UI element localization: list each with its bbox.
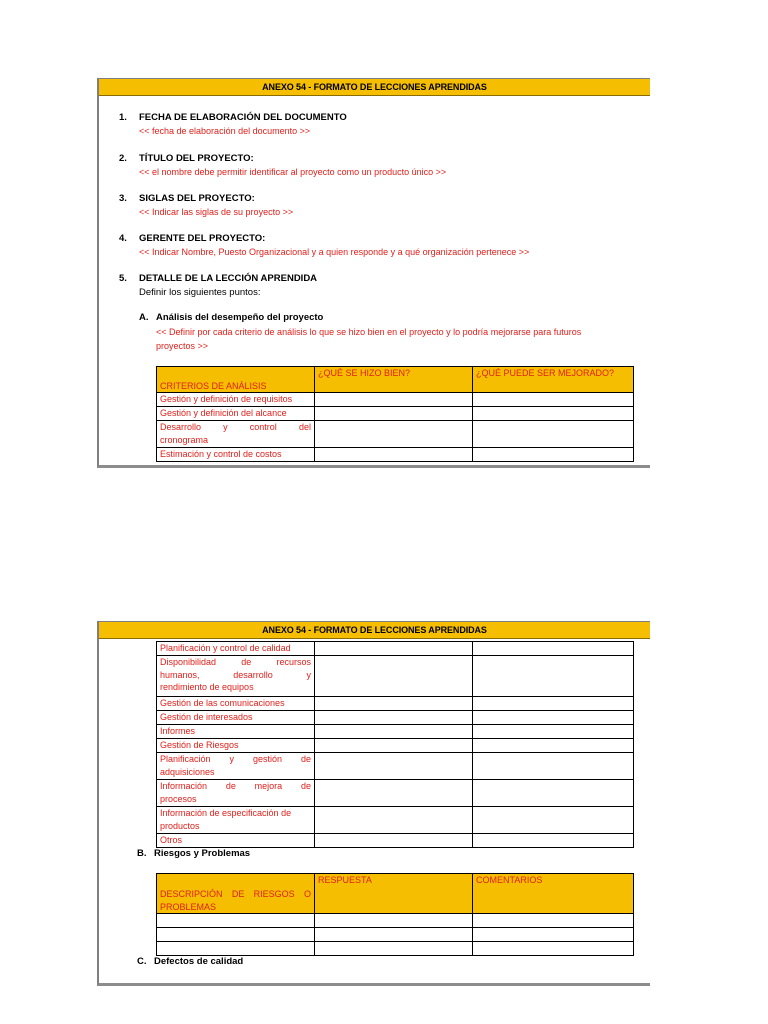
answer-cell[interactable] [315, 834, 473, 848]
criterion-cell: Gestión y definición de requisitos [157, 393, 315, 407]
table-row [157, 834, 634, 848]
table-row [157, 656, 634, 697]
answer-cell[interactable] [315, 642, 473, 656]
word: RIESGOS [253, 889, 295, 899]
section-4-title: GERENTE DEL PROYECTO: [139, 233, 266, 244]
document-title-bar: ANEXO 54 - FORMATO DE LECCIONES APRENDIDAS [99, 79, 650, 96]
risks-table [156, 873, 634, 956]
risk-response-cell[interactable] [315, 942, 473, 956]
table-row [157, 421, 634, 448]
criterion-line [160, 656, 311, 669]
subsection-a-hint-line1: << Definir por cada criterio de análisis lo que se hizo bien en el proyecto y lo podría mejorarse para futuros [156, 327, 582, 337]
improvement-cell[interactable] [473, 421, 634, 448]
document-page-2 [97, 621, 650, 986]
table-row [157, 725, 634, 739]
header-descripcion [157, 874, 315, 914]
improvement-cell[interactable] [473, 697, 634, 711]
risk-response-cell[interactable] [315, 914, 473, 928]
word: y [306, 669, 311, 680]
criterion-line [160, 421, 311, 434]
criterion-line: procesos [160, 793, 197, 804]
analysis-table-header [157, 367, 634, 393]
improvement-cell[interactable] [473, 739, 634, 753]
risk-comment-cell[interactable] [473, 942, 634, 956]
table-row [157, 642, 634, 656]
section-1-title: FECHA DE ELABORACIÓN DEL DOCUMENTO [139, 112, 347, 123]
word: desarrollo [233, 669, 273, 680]
improvement-cell[interactable] [473, 780, 634, 807]
criterion-line: productos [160, 820, 200, 831]
improvement-cell[interactable] [473, 711, 634, 725]
criterion-cell [157, 807, 315, 834]
subsection-b-letter: B. [137, 848, 147, 859]
word: y [229, 754, 234, 764]
answer-cell[interactable] [315, 753, 473, 780]
section-1-hint: << fecha de elaboración del documento >> [139, 126, 311, 136]
answer-cell[interactable] [315, 807, 473, 834]
word: control [249, 422, 277, 432]
criterion-cell: Gestión y definición del alcance [157, 407, 315, 421]
word: humanos, [160, 669, 200, 680]
word: Información [160, 781, 208, 791]
criterion-line: cronograma [160, 434, 209, 445]
word: Planificación [160, 754, 211, 764]
risk-description-cell[interactable] [157, 914, 315, 928]
analysis-table [156, 366, 634, 462]
criterion-line: Información de especificación de [160, 808, 292, 818]
criterion-line [160, 753, 311, 766]
answer-cell[interactable] [315, 739, 473, 753]
criterion-cell: Informes [157, 725, 315, 739]
table-row [157, 407, 634, 421]
table-row [157, 697, 634, 711]
section-5-number: 5. [119, 273, 127, 284]
risk-description-cell[interactable] [157, 942, 315, 956]
word: de [300, 781, 311, 791]
answer-cell[interactable] [315, 407, 473, 421]
criterion-cell [157, 780, 315, 807]
answer-cell[interactable] [315, 656, 473, 697]
criterion-cell: Gestión de Riesgos [157, 739, 315, 753]
word: de [300, 754, 311, 764]
section-2-number: 2. [119, 153, 127, 164]
table-row [157, 739, 634, 753]
subsection-a-hint-line2: proyectos >> [156, 341, 209, 351]
table-row [157, 914, 634, 928]
answer-cell[interactable] [315, 725, 473, 739]
section-3-title: SIGLAS DEL PROYECTO: [139, 193, 255, 204]
word: recursos [276, 657, 311, 667]
word: de [225, 781, 236, 791]
word: del [298, 422, 311, 432]
subsection-c-letter: C. [137, 956, 147, 967]
word: de [241, 657, 252, 667]
improvement-cell[interactable] [473, 393, 634, 407]
risks-table-header [157, 874, 634, 914]
risk-response-cell[interactable] [315, 928, 473, 942]
risk-comment-cell[interactable] [473, 914, 634, 928]
section-2-title: TÍTULO DEL PROYECTO: [139, 153, 254, 164]
criterion-line [160, 669, 311, 682]
improvement-cell[interactable] [473, 725, 634, 739]
word: gestión [252, 754, 282, 764]
table-row [157, 780, 634, 807]
header-comentarios: COMENTARIOS [473, 874, 634, 914]
table-row [157, 807, 634, 834]
criterion-cell: Gestión de interesados [157, 711, 315, 725]
section-1-number: 1. [119, 112, 127, 123]
header-criterios: CRITERIOS DE ANÁLISIS [157, 367, 315, 393]
header-respuesta: RESPUESTA [315, 874, 473, 914]
criterion-line: adquisiciones [160, 766, 215, 777]
subsection-c-title: Defectos de calidad [154, 956, 244, 967]
table-row [157, 448, 634, 462]
table-row [157, 753, 634, 780]
table-row [157, 393, 634, 407]
analysis-table-continued [156, 641, 634, 848]
answer-cell[interactable] [315, 421, 473, 448]
table-row [157, 928, 634, 942]
word: DESCRIPCIÓN [160, 889, 223, 899]
criterion-line [160, 780, 311, 793]
improvement-cell[interactable] [473, 448, 634, 462]
word: mejora [254, 781, 283, 791]
word: O [303, 889, 311, 899]
section-3-hint: << Indicar las siglas de su proyecto >> [139, 207, 294, 217]
table-row [157, 711, 634, 725]
header-que-se-hizo-bien: ¿QUÉ SE HIZO BIEN? [315, 367, 473, 393]
risk-description-cell[interactable] [157, 928, 315, 942]
subsection-b-title: Riesgos y Problemas [154, 848, 251, 859]
document-title-bar: ANEXO 54 - FORMATO DE LECCIONES APRENDIDAS [99, 622, 650, 639]
header-line [160, 888, 311, 901]
word: DE [231, 889, 245, 899]
risk-comment-cell[interactable] [473, 928, 634, 942]
word: Desarrollo [160, 422, 202, 432]
answer-cell[interactable] [315, 697, 473, 711]
improvement-cell[interactable] [473, 834, 634, 848]
answer-cell[interactable] [315, 780, 473, 807]
improvement-cell[interactable] [473, 407, 634, 421]
section-4-hint: << Indicar Nombre, Puesto Organizacional y a quien responde y a qué organización pertenece >> [139, 247, 530, 257]
header-que-puede-ser-mejorado: ¿QUÉ PUEDE SER MEJORADO? [473, 367, 634, 393]
section-2-hint: << el nombre debe permitir identificar al proyecto como un producto único >> [139, 167, 447, 177]
subsection-a-title: Análisis del desempeño del proyecto [156, 312, 324, 323]
answer-cell[interactable] [315, 448, 473, 462]
criterion-line: rendimiento de equipos [160, 682, 254, 692]
criterion-cell: Otros [157, 834, 315, 848]
criterion-cell: Estimación y control de costos [157, 448, 315, 462]
section-5-title: DETALLE DE LA LECCIÓN APRENDIDA [139, 273, 318, 284]
document-page-1 [97, 78, 650, 468]
improvement-cell[interactable] [473, 656, 634, 697]
answer-cell[interactable] [315, 393, 473, 407]
subsection-a-letter: A. [139, 312, 149, 323]
criterion-cell [157, 656, 315, 697]
section-4-number: 4. [119, 233, 127, 244]
word: y [223, 422, 228, 432]
improvement-cell[interactable] [473, 807, 634, 834]
criterion-cell [157, 421, 315, 448]
section-3-number: 3. [119, 193, 127, 204]
criterion-cell: Planificación y control de calidad [157, 642, 315, 656]
criterion-cell [157, 753, 315, 780]
answer-cell[interactable] [315, 711, 473, 725]
word: Disponibilidad [160, 657, 217, 667]
section-5-text: Definir los siguientes puntos: [139, 287, 261, 298]
header-line: PROBLEMAS [160, 901, 217, 912]
improvement-cell[interactable] [473, 642, 634, 656]
table-row [157, 942, 634, 956]
improvement-cell[interactable] [473, 753, 634, 780]
criterion-cell: Gestión de las comunicaciones [157, 697, 315, 711]
